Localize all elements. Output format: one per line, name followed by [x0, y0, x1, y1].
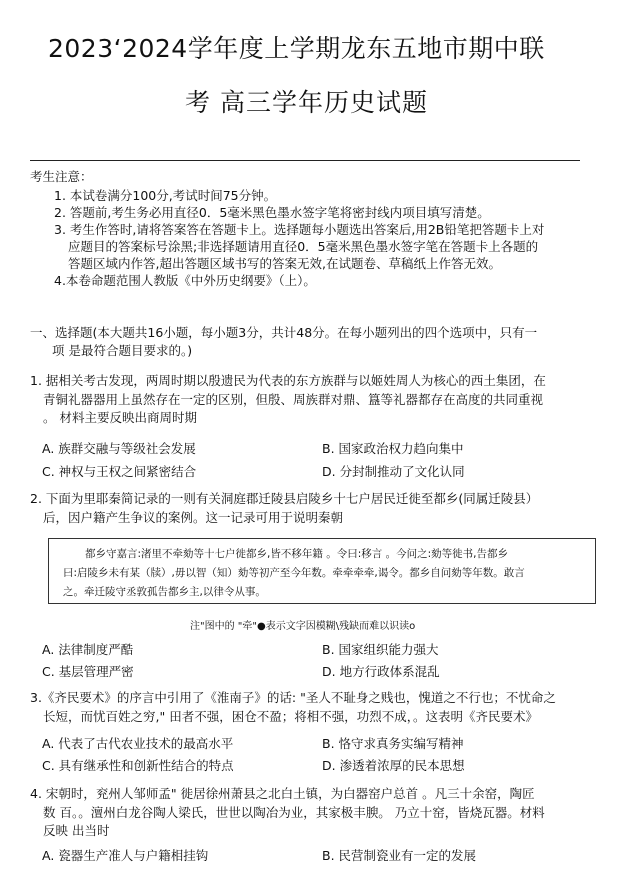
- question-3-stem-line1: 3.《齐民要术》的序言中引用了《淮南子》的话: "圣人不耻身之贱也，愧道之不行也；不忧命之: [30, 690, 556, 705]
- question-4-option-b: B. 民营制瓷业有一定的发展: [322, 848, 477, 863]
- section-heading-line1: 一、选择题(本大题共16小题，每小题3分，共计48分。在每小题列出的四个选项中，只有一: [30, 325, 538, 340]
- question-3-option-c: C. 具有继承性和创新性结合的特点: [42, 758, 234, 773]
- question-4-stem-line1: 4. 宋朝时，兖州人邹师孟" 徙居徐州萧县之北白土镇，为白器窑户总首 。凡三十余窑，陶匠: [30, 786, 535, 801]
- notice-heading: 考生注意：: [30, 169, 93, 184]
- question-3: [30, 689, 600, 726]
- notice-item-3-cont-2: 答题区域内作答,超出答题区域书写的答案无效,在试题卷、草稿纸上作答无效。: [68, 256, 501, 271]
- question-3-option-a: A. 代表了古代农业技术的最高水平: [42, 736, 234, 751]
- question-2-option-c: C. 基层管理严密: [42, 664, 134, 679]
- section-heading: [30, 324, 590, 360]
- exam-title-line2: 考 高三学年历史试题: [185, 88, 428, 117]
- question-1: [30, 372, 600, 428]
- question-3-stem-line2: 长短，而忧百姓之穷," 田者不强，困仓不盈；将相不强，功烈不成，。这表明《齐民要术》: [43, 708, 538, 724]
- question-4: [30, 785, 600, 841]
- question-2-option-d: D. 地方行政体系混乱: [322, 664, 440, 679]
- question-1-option-b: B. 国家政治权力趋向集中: [322, 441, 464, 456]
- question-4-stem-line2: 数 百。。澶州白龙谷陶人梁氏，世世以陶冶为业，其家极丰腴。 乃立十窑，皆烧瓦器。材料: [43, 804, 545, 820]
- section-heading-line2: 项 是最符合题目要求的。): [52, 343, 193, 358]
- source-material-note: 注"图中的 "牵"●表示文字因模糊\残缺而难以识读o: [190, 621, 416, 632]
- question-4-options: [42, 847, 602, 865]
- header-divider: [30, 160, 580, 161]
- notice-item-3: 3. 考生作答时,请将答案答在答题卡上。选择题每小题选出答案后,用2B铅笔把答题卡上对: [54, 222, 545, 237]
- question-3-option-d: D. 渗透着浓厚的民本思想: [322, 758, 465, 773]
- question-2: [30, 490, 600, 527]
- question-1-options: [42, 440, 602, 481]
- notice-list: [54, 187, 604, 289]
- notice-item-4: 4.本卷命题范围人教版《中外历史纲要》（上）。: [54, 273, 316, 288]
- exam-title-line1: 2023‘2024学年度上学期龙东五地市期中联: [48, 34, 545, 63]
- source-material-line2: 曰:启陵乡未有某（牍）,毋以智（知）劾等初产至今年数。牵牵牵牵,谒令。都乡自问劾等年数。敢言: [63, 567, 525, 579]
- question-3-options: [42, 735, 602, 775]
- question-1-option-a: A. 族群交融与等级社会发展: [42, 441, 196, 456]
- question-2-option-a: A. 法律制度严酷: [42, 642, 134, 657]
- question-3-option-b: B. 恪守求真务实编写精神: [322, 736, 464, 751]
- question-1-option-c: C. 神权与王权之间紧密结合: [42, 464, 197, 479]
- question-2-option-b: B. 国家组织能力强大: [322, 642, 439, 657]
- notice-item-3-cont-1: 应题目的答案标号涂黑;非选择题请用直径0．5毫米黑色墨水签字笔在答题卡上各题的: [68, 239, 539, 254]
- question-1-stem-line3: 。 材料主要反映出商周时期: [43, 410, 197, 425]
- question-1-stem-line1: 1. 据相关考古发现，两周时期以殷遗民为代表的东方族群与以姬姓周人为核心的西土集团，在: [30, 373, 546, 388]
- notice-item-1: 1. 本试卷满分100分,考试时间75分钟。: [54, 188, 277, 203]
- source-material-box: [48, 538, 596, 604]
- question-4-stem-line3: 反映 出当时: [43, 823, 110, 838]
- question-2-stem-line2: 后，因户籍产生争议的案例。这一记录可用于说明秦朝: [43, 509, 344, 525]
- source-material-line1: 都乡守嘉言:渚里不牵劾等十七户徙都乡,皆不移年籍 。令曰:移言 。今问之:劾等徙书,告都乡: [85, 548, 508, 560]
- question-2-options: [42, 641, 602, 681]
- source-material-line3: 之。牵迁陵守丞敦孤告都乡主,以律令从事。: [63, 586, 266, 598]
- question-4-option-a: A. 瓷器生产准人与户籍相挂钩: [42, 848, 209, 863]
- question-1-stem-line2: 青铜礼器器用上虽然存在一定的区别，但殷、周族群对鼎、簋等礼器都存在高度的共同重视: [43, 391, 544, 407]
- question-2-stem-line1: 2. 下面为里耶秦简记录的一则有关洞庭郡迁陵县启陵乡十七户居民迁徙至都乡(同属迁陵县）: [30, 491, 539, 506]
- question-1-option-d: D. 分封制推动了文化认同: [322, 464, 465, 479]
- notice-item-2: 2. 答题前,考生务必用直径0．5毫米黑色墨水签字笔将密封线内项目填写清楚。: [54, 205, 490, 220]
